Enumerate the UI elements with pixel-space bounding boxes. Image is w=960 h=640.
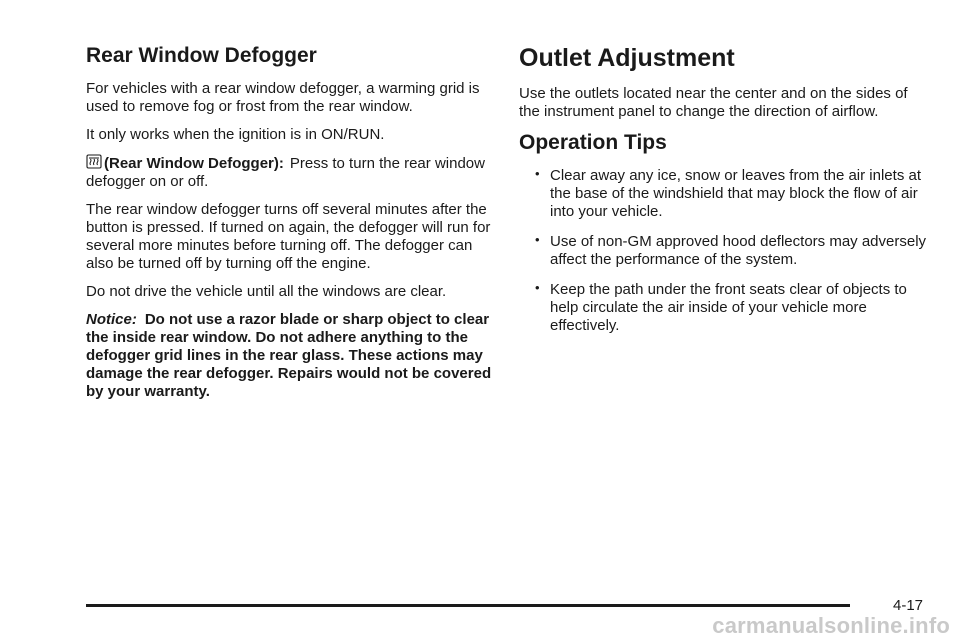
defogger-description: Press to turn the rear window defogger on or off. (86, 155, 485, 191)
watermark: carmanualsonline.info (712, 613, 950, 638)
left-column (86, 44, 496, 411)
section-title-rear-window-defogger: Rear Window Defogger (86, 44, 317, 67)
section-title-operation-tips: Operation Tips (519, 130, 667, 154)
section-title-outlet-adjustment: Outlet Adjustment (519, 44, 735, 72)
list-item (519, 233, 931, 269)
page-number: 4-17 (893, 597, 924, 614)
paragraph-defogger-timer: The rear window defogger turns off several minutes after the button is pressed. If turned on again, the defogger will run for several more minutes before turning off. The defogger can also be turned off by turning off the engine. (86, 201, 491, 273)
paragraph-outlets: Use the outlets located near the center and on the sides of the instrument panel to change the direction of airflow. (519, 84, 908, 120)
bullet-icon: • (535, 165, 540, 181)
paragraph-windows-clear: Do not drive the vehicle until all the windows are clear. (86, 283, 447, 301)
paragraph-ignition: It only works when the ignition is in ON/RUN. (86, 126, 385, 144)
tip-text: Use of non-GM approved hood deflectors may adversely affect the performance of the system. (550, 232, 927, 268)
bullet-icon: • (535, 231, 540, 247)
defogger-label: (Rear Window Defogger): (104, 155, 284, 173)
notice-label: Notice: (86, 311, 137, 329)
rear-defrost-icon (86, 154, 102, 170)
operation-tips-list (519, 167, 931, 335)
right-column (519, 44, 931, 347)
notice-text: Do not use a razor blade or sharp object to clear the inside rear window. Do not adhere anything to the defogger grid lines in the rear glass. These actions may damage the rear defogger. Repairs would not be covered by your warranty. (86, 311, 492, 401)
paragraph-defogger-button (86, 154, 496, 191)
bullet-icon: • (535, 279, 540, 295)
list-item (519, 167, 931, 221)
tip-text: Keep the path under the front seats clear of objects to help circulate the air inside of your vehicle more effectively. (550, 280, 907, 334)
footer-rule (86, 604, 850, 607)
paragraph-defogger-intro: For vehicles with a rear window defogger, a warming grid is used to remove fog or frost from the rear window. (86, 80, 480, 116)
tip-text: Clear away any ice, snow or leaves from the air inlets at the base of the windshield that may block the flow of air into your vehicle. (550, 166, 921, 220)
list-item (519, 281, 931, 335)
notice-block (86, 311, 496, 401)
